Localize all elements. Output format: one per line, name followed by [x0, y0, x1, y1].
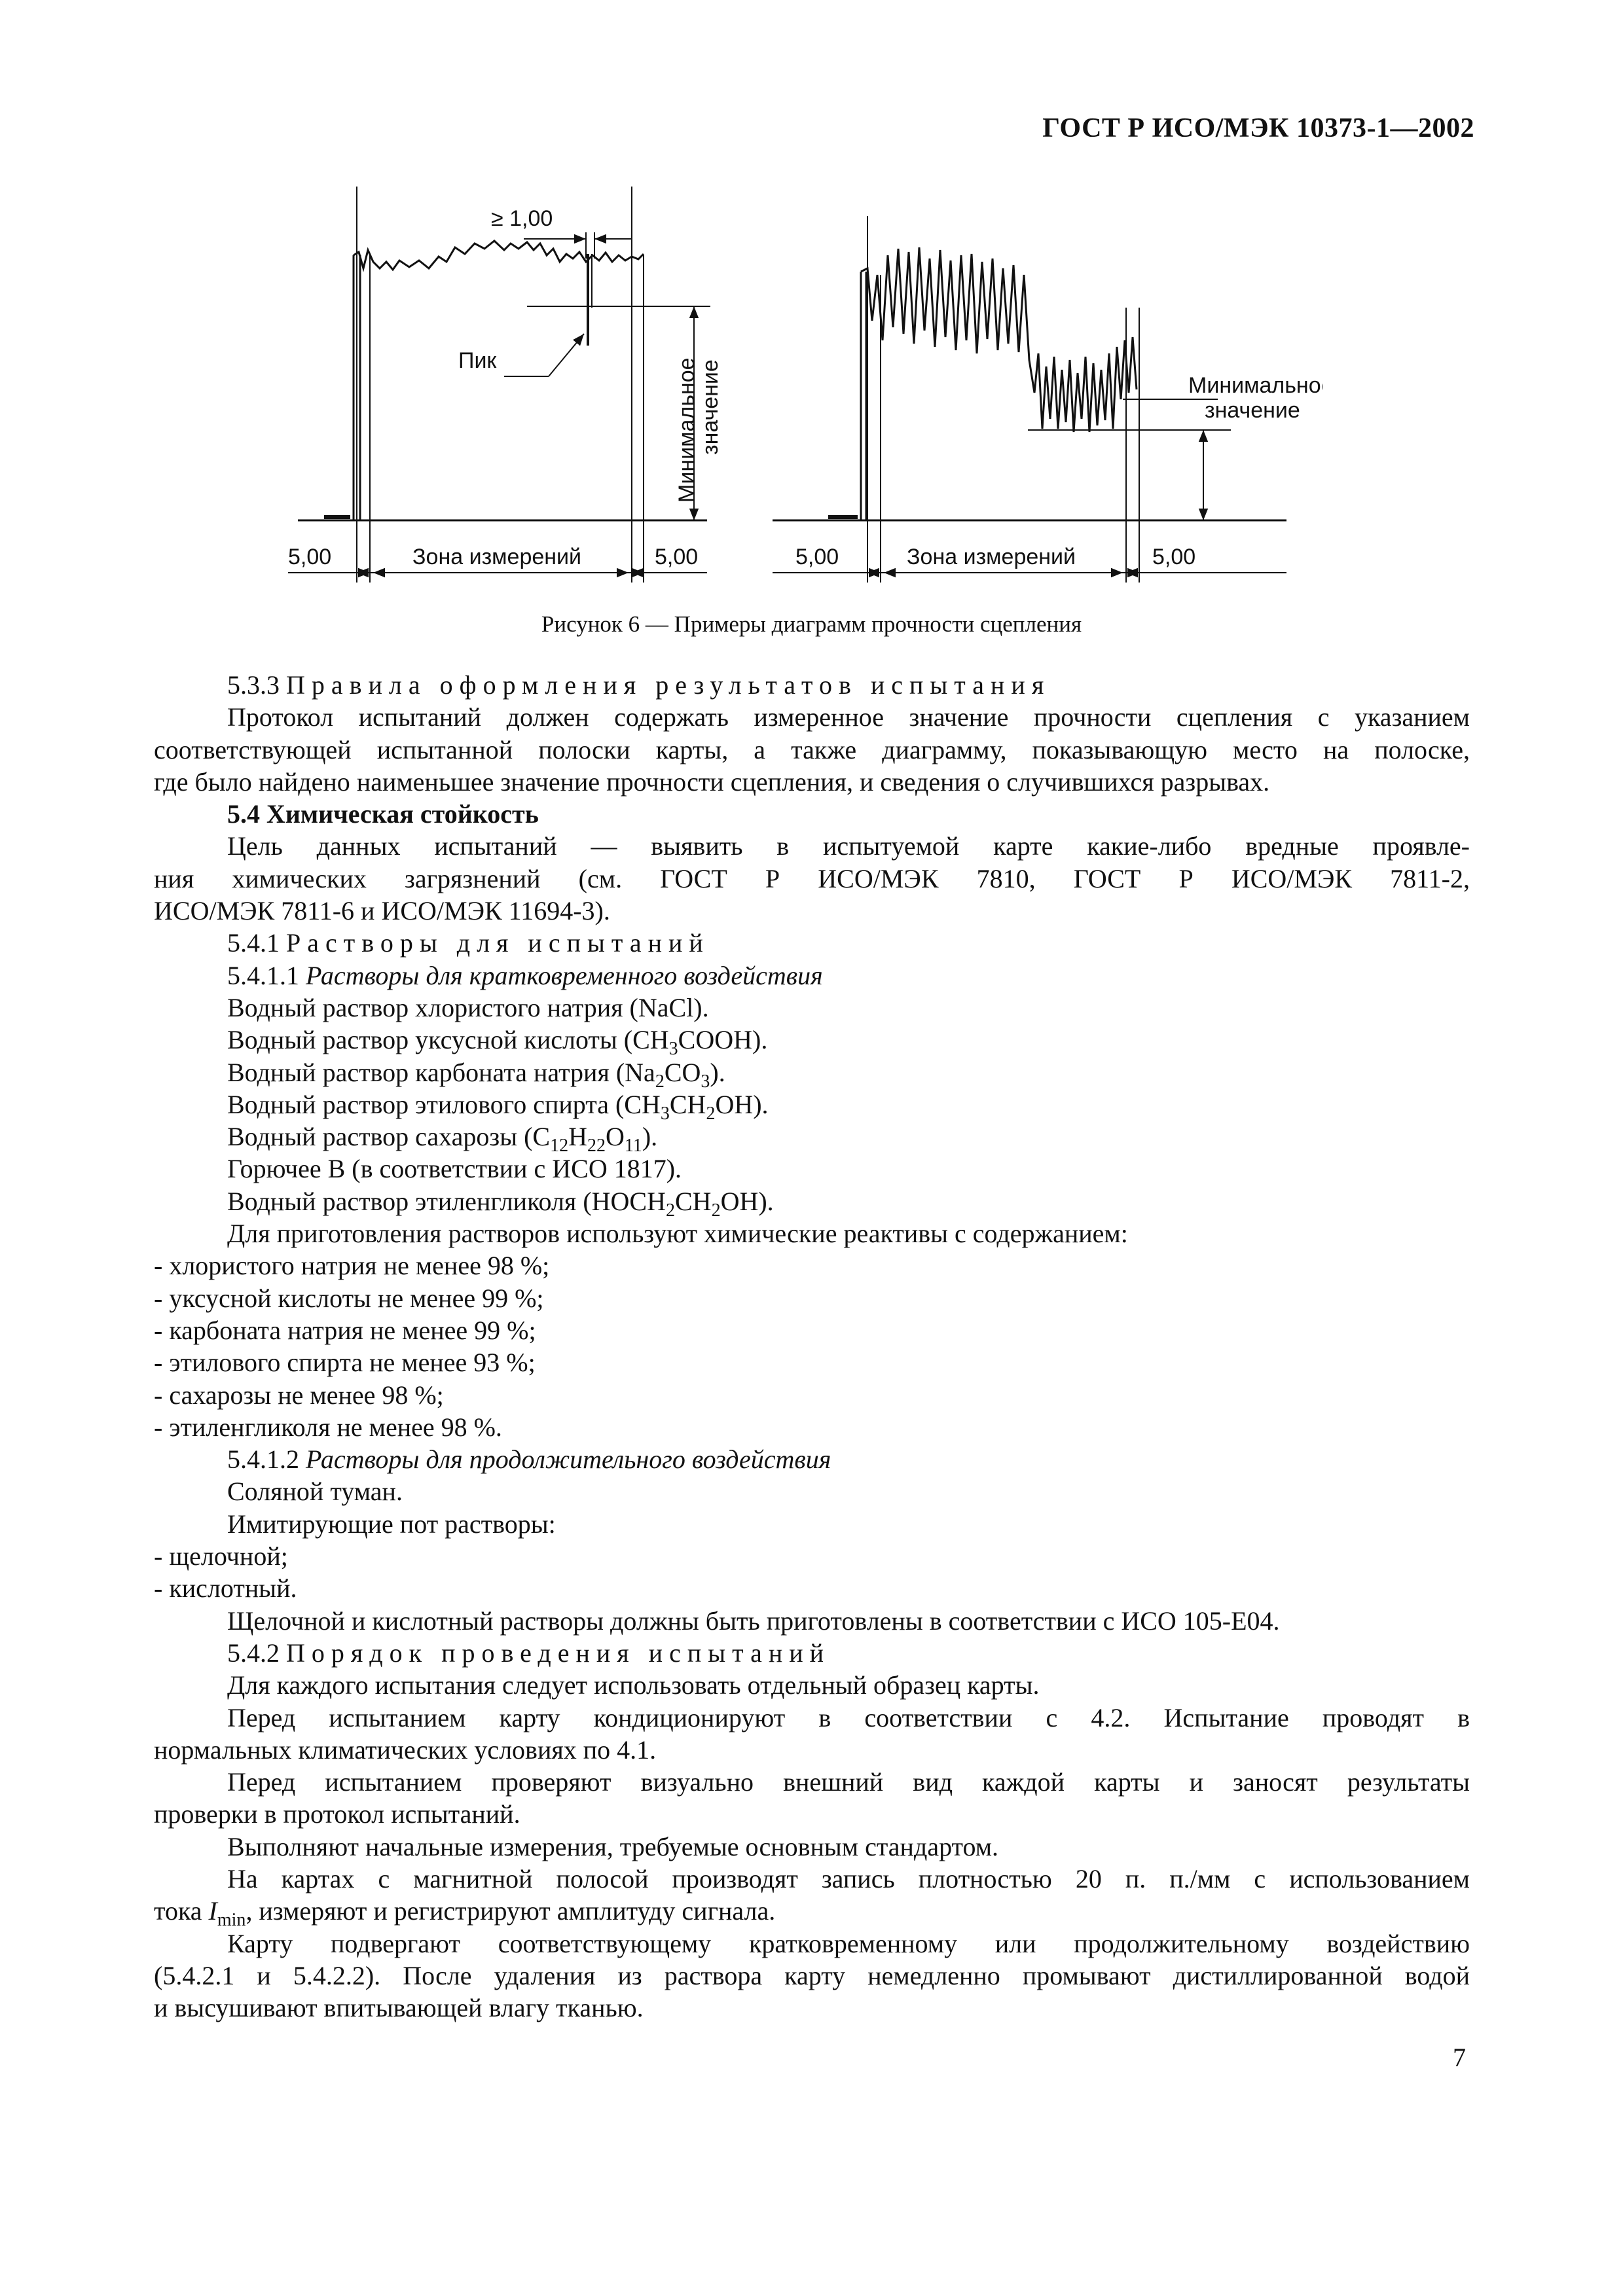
list-item: - уксусной кислоты не менее 99 %;: [154, 1283, 544, 1313]
section-title: Растворы для кратковременного воздействия: [306, 960, 823, 990]
list-item: - кислотный.: [154, 1573, 297, 1604]
paragraph-line: (5.4.2.1 и 5.4.2.2). После удаления из раствора карту немедленно промывают дистиллированной водой: [154, 1960, 1470, 1990]
paragraph-line: Для приготовления растворов используют химические реактивы с содержанием:: [227, 1219, 1128, 1249]
section-number: 5.4.1.2: [227, 1444, 299, 1475]
paragraph-line: На картах с магнитной полосой производят запись плотностью 20 п. п./мм с использованием: [227, 1863, 1470, 1893]
figure-svg: [275, 177, 1322, 596]
solution-item: Водный раствор этиленгликоля $(HOCH_2CH_2OH)$.: [227, 1186, 774, 1221]
list-item: - хлористого натрия не менее 98 %;: [154, 1251, 550, 1281]
paragraph-line: Соляной туман.: [227, 1477, 403, 1507]
paragraph-line: проверки в протокол испытаний.: [154, 1799, 520, 1829]
paragraph-line: Перед испытанием карту кондиционируют в соответствии с 4.2. Испытание проводят в: [227, 1702, 1470, 1732]
right-dim-left: 5,00: [795, 545, 839, 569]
section-5-4-1-2-heading: [154, 1443, 1470, 1475]
left-diagram: [288, 187, 710, 583]
section-5-4-heading: 5.4 Химическая стойкость: [227, 799, 539, 829]
left-min-value-label-1: Минимальное: [674, 357, 699, 503]
right-signal-trace: [861, 247, 1137, 432]
body-text: [154, 669, 1470, 2024]
standard-header: ГОСТ Р ИСО/МЭК 10373-1—2002: [1042, 113, 1474, 143]
section-title: Правила оформления результатов испытания: [286, 670, 1051, 700]
section-5-3-3-heading: [154, 669, 1470, 701]
right-zone-label: Зона измерений: [907, 545, 1076, 569]
left-dim-right: 5,00: [655, 545, 699, 569]
page-number: 7: [1453, 2043, 1466, 2072]
right-min-value-label-1: Минимальное: [1188, 373, 1322, 398]
solution-item: Горючее B (в соответствии с ИСО 1817).: [227, 1154, 682, 1184]
solution-item: Водный раствор уксусной кислоты $(CH_3COOH)$.: [227, 1025, 768, 1060]
solution-item: Водный раствор сахарозы $(C_{12}H_{22}O_{11})$.: [227, 1122, 658, 1157]
solution-item: Водный раствор карбоната натрия $(Na_2CO_3)$.: [227, 1057, 725, 1092]
paragraph-line: Для каждого испытания следует использовать отдельный образец карты.: [227, 1670, 1040, 1700]
left-zone-label: Зона измерений: [412, 545, 582, 569]
paragraph-line: ния химических загрязнений (см. ГОСТ Р ИСО/МЭК 7810, ГОСТ Р ИСО/МЭК 7811-2,: [154, 863, 1470, 893]
solution-item: Водный раствор этилового спирта $(CH_3CH_2OH)$.: [227, 1089, 769, 1124]
list-item: - сахарозы не менее 98 %;: [154, 1380, 444, 1410]
right-min-value-label-2: значение: [1205, 398, 1300, 423]
section-5-4-2-heading: [154, 1637, 1470, 1669]
peak-label: Пик: [458, 348, 497, 373]
paragraph-line: Цель данных испытаний — выявить в испытуемой карте какие-либо вредные проявле-: [227, 831, 1470, 861]
paragraph-line: Протокол испытаний должен содержать измеренное значение прочности сцепления с указанием: [227, 702, 1470, 732]
section-5-4-1-heading: [154, 927, 1470, 959]
section-title: Растворы для продолжительного воздействия: [306, 1444, 831, 1475]
left-dim-left: 5,00: [288, 545, 332, 569]
list-item: - карбоната натрия не менее 99 %;: [154, 1315, 536, 1345]
section-title: Растворы для испытаний: [286, 928, 710, 958]
section-5-4-1-1-heading: [154, 960, 1470, 992]
list-item: - щелочной;: [154, 1541, 288, 1571]
figure-caption: Рисунок 6 — Примеры диаграмм прочности сцепления: [541, 611, 1082, 637]
left-signal-trace: [354, 241, 644, 270]
peak-width-label: ≥ 1,00: [491, 206, 553, 231]
paragraph-line: тока $I_{min}$, измеряют и регистрируют амплитуду сигнала.: [154, 1896, 776, 1931]
paragraph-line: Перед испытанием проверяют визуально внешний вид каждой карты и заносят результаты: [227, 1767, 1470, 1797]
paragraph-line: соответствующей испытанной полоски карты, а также диаграмму, показывающую место на полоске,: [154, 734, 1470, 764]
paragraph-line: Щелочной и кислотный растворы должны быть приготовлены в соответствии с ИСО 105-Е04.: [227, 1605, 1280, 1636]
section-number: 5.4.1: [227, 928, 280, 958]
solution-item: Водный раствор хлористого натрия (NaCl).: [227, 992, 709, 1022]
paragraph-line: Выполняют начальные измерения, требуемые основным стандартом.: [227, 1831, 999, 1861]
paragraph-line: и высушивают впитывающей влагу тканью.: [154, 1993, 644, 2023]
paragraph-line: Карту подвергают соответствующему кратковременному или продолжительному воздействию: [227, 1928, 1470, 1958]
section-number: 5.3.3: [227, 670, 280, 700]
paragraph-line: нормальных климатических условиях по 4.1.: [154, 1734, 657, 1765]
section-number: 5.4.1.1: [227, 960, 299, 990]
paragraph-line: ИСО/МЭК 7811-6 и ИСО/МЭК 11694-3).: [154, 896, 610, 926]
left-min-value-label-2: значение: [698, 359, 723, 455]
adhesion-diagrams-figure: [275, 177, 1322, 596]
list-item: - этилового спирта не менее 93 %;: [154, 1348, 536, 1378]
right-dim-right: 5,00: [1152, 545, 1196, 569]
section-title: Порядок проведения испытаний: [286, 1638, 831, 1668]
paragraph-line: где было найдено наименьшее значение прочности сцепления, и сведения о случившихся разрывах.: [154, 766, 1270, 797]
section-number: 5.4.2: [227, 1638, 280, 1668]
paragraph-line: Имитирующие пот растворы:: [227, 1509, 556, 1539]
list-item: - этиленгликоля не менее 98 %.: [154, 1412, 502, 1442]
